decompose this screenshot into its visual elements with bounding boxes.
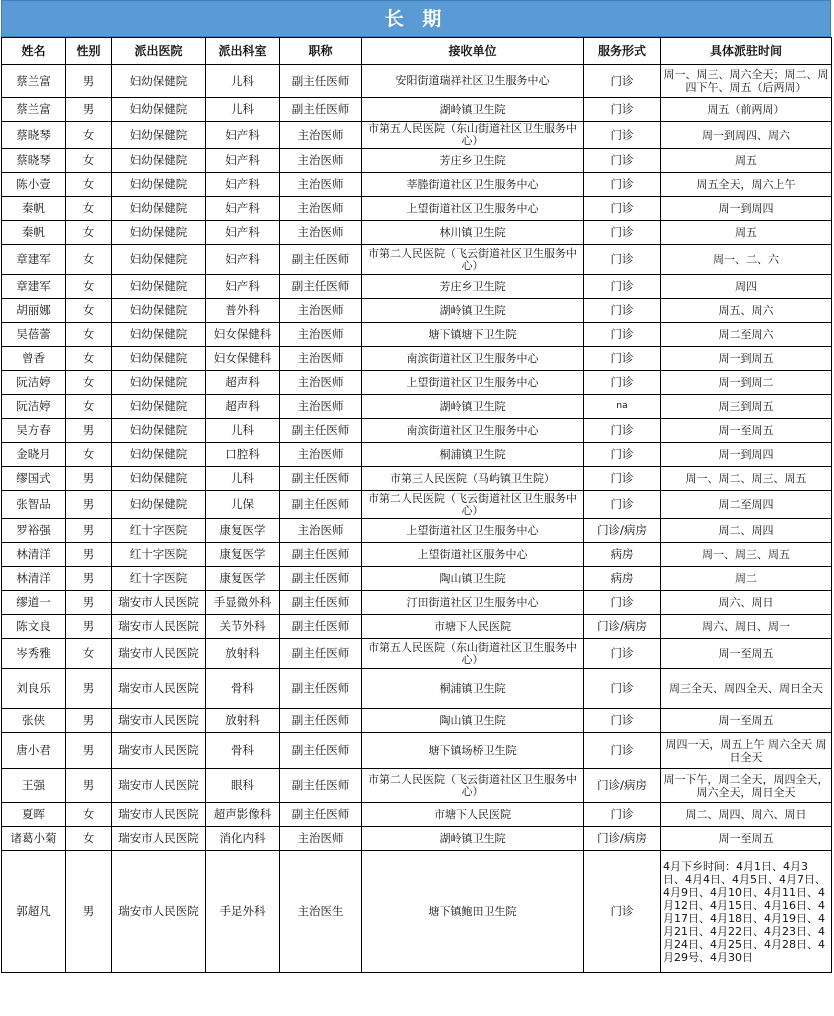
cell-service-form: na xyxy=(584,395,661,419)
table-row xyxy=(2,347,832,371)
cell-department: 儿科 xyxy=(206,467,280,491)
table-row xyxy=(2,519,832,543)
cell-receiving-unit: 市第二人民医院（飞云街道社区卫生服务中心） xyxy=(362,491,584,519)
spreadsheet xyxy=(1,0,831,973)
cell-hospital: 瑞安市人民医院 xyxy=(112,827,206,851)
cell-gender: 女 xyxy=(66,395,112,419)
table-row xyxy=(2,149,832,173)
cell-schedule: 周一到周五 xyxy=(661,347,832,371)
table-row xyxy=(2,827,832,851)
cell-department: 妇女保健科 xyxy=(206,347,280,371)
cell-hospital: 妇幼保健院 xyxy=(112,275,206,299)
table-row xyxy=(2,323,832,347)
cell-title: 副主任医师 xyxy=(280,709,362,733)
cell-title: 主治医师 xyxy=(280,347,362,371)
cell-service-form: 门诊 xyxy=(584,149,661,173)
cell-title: 主治医师 xyxy=(280,323,362,347)
cell-name: 林清洋 xyxy=(2,543,66,567)
cell-name: 章建军 xyxy=(2,275,66,299)
header-title: 职称 xyxy=(280,38,362,65)
cell-department: 康复医学 xyxy=(206,567,280,591)
cell-schedule: 周六、周日 xyxy=(661,591,832,615)
cell-department: 超声科 xyxy=(206,371,280,395)
cell-schedule: 周一、周三、周六全天；周二、周四下午、周五（后两周） xyxy=(661,65,832,98)
cell-schedule: 周三到周五 xyxy=(661,395,832,419)
cell-name: 缪道一 xyxy=(2,591,66,615)
cell-gender: 男 xyxy=(66,769,112,803)
cell-department: 儿科 xyxy=(206,98,280,122)
cell-schedule: 周二至周四 xyxy=(661,491,832,519)
table-row xyxy=(2,98,832,122)
cell-title: 主治医师 xyxy=(280,371,362,395)
cell-receiving-unit: 市第二人民医院（飞云街道社区卫生服务中心） xyxy=(362,769,584,803)
cell-gender: 女 xyxy=(66,371,112,395)
header-name: 姓名 xyxy=(2,38,66,65)
sheet-title: 长 期 xyxy=(1,0,831,37)
cell-title: 副主任医师 xyxy=(280,275,362,299)
cell-gender: 女 xyxy=(66,299,112,323)
cell-receiving-unit: 上望街道社区卫生服务中心 xyxy=(362,371,584,395)
cell-name: 唐小君 xyxy=(2,733,66,769)
table-row xyxy=(2,65,832,98)
cell-title: 主治医师 xyxy=(280,395,362,419)
cell-name: 阮洁婷 xyxy=(2,371,66,395)
table-row xyxy=(2,491,832,519)
cell-service-form: 门诊 xyxy=(584,323,661,347)
cell-gender: 男 xyxy=(66,669,112,709)
table-row xyxy=(2,591,832,615)
cell-title: 副主任医师 xyxy=(280,669,362,709)
assignment-table xyxy=(1,37,832,973)
cell-service-form: 门诊/病房 xyxy=(584,769,661,803)
cell-receiving-unit: 桐浦镇卫生院 xyxy=(362,443,584,467)
cell-name: 吴方春 xyxy=(2,419,66,443)
cell-department: 手足外科 xyxy=(206,851,280,973)
cell-receiving-unit: 湖岭镇卫生院 xyxy=(362,827,584,851)
table-row xyxy=(2,709,832,733)
cell-name: 张智品 xyxy=(2,491,66,519)
cell-title: 主治医师 xyxy=(280,221,362,245)
cell-hospital: 妇幼保健院 xyxy=(112,491,206,519)
cell-gender: 女 xyxy=(66,245,112,275)
cell-department: 妇女保健科 xyxy=(206,323,280,347)
cell-schedule: 周一、二、六 xyxy=(661,245,832,275)
cell-department: 妇产科 xyxy=(206,149,280,173)
cell-schedule: 周二、周四、周六、周日 xyxy=(661,803,832,827)
cell-title: 副主任医师 xyxy=(280,733,362,769)
cell-schedule: 4月下乡时间：4月1日、4月3日、4月4日、4月5日、4月7日、4月9日、4月10日、4月11日、4月12日、4月15日、4月16日、4月17日、4月18日、4月19日、4月21日、4月22日、4月23日、4月24日、4月25日、4月28日、4月29号、4月30日 xyxy=(661,851,832,973)
cell-hospital: 瑞安市人民医院 xyxy=(112,709,206,733)
cell-service-form: 门诊 xyxy=(584,299,661,323)
cell-title: 主治医师 xyxy=(280,519,362,543)
cell-department: 妇产科 xyxy=(206,197,280,221)
cell-title: 副主任医师 xyxy=(280,98,362,122)
cell-schedule: 周一至周五 xyxy=(661,709,832,733)
cell-title: 主治医师 xyxy=(280,173,362,197)
cell-title: 副主任医师 xyxy=(280,639,362,669)
cell-service-form: 门诊 xyxy=(584,709,661,733)
cell-title: 主治医师 xyxy=(280,299,362,323)
table-row xyxy=(2,245,832,275)
cell-service-form: 门诊 xyxy=(584,347,661,371)
cell-hospital: 妇幼保健院 xyxy=(112,299,206,323)
cell-gender: 男 xyxy=(66,519,112,543)
cell-schedule: 周二至周六 xyxy=(661,323,832,347)
cell-name: 王强 xyxy=(2,769,66,803)
cell-hospital: 妇幼保健院 xyxy=(112,245,206,275)
cell-department: 妇产科 xyxy=(206,245,280,275)
cell-gender: 女 xyxy=(66,323,112,347)
table-row xyxy=(2,669,832,709)
cell-receiving-unit: 市塘下人民医院 xyxy=(362,615,584,639)
cell-department: 关节外科 xyxy=(206,615,280,639)
cell-service-form: 门诊 xyxy=(584,443,661,467)
cell-schedule: 周一至周五 xyxy=(661,419,832,443)
cell-hospital: 妇幼保健院 xyxy=(112,149,206,173)
cell-hospital: 妇幼保健院 xyxy=(112,65,206,98)
cell-name: 胡丽娜 xyxy=(2,299,66,323)
cell-schedule: 周三全天、周四全天、周日全天 xyxy=(661,669,832,709)
cell-hospital: 瑞安市人民医院 xyxy=(112,669,206,709)
table-row xyxy=(2,543,832,567)
header-hospital: 派出医院 xyxy=(112,38,206,65)
cell-gender: 男 xyxy=(66,491,112,519)
cell-hospital: 瑞安市人民医院 xyxy=(112,615,206,639)
cell-gender: 女 xyxy=(66,197,112,221)
cell-service-form: 门诊 xyxy=(584,173,661,197)
cell-gender: 男 xyxy=(66,98,112,122)
table-row xyxy=(2,803,832,827)
cell-receiving-unit: 陶山镇卫生院 xyxy=(362,567,584,591)
cell-schedule: 周一下午，周二全天，周四全天，周六全天，周日全天 xyxy=(661,769,832,803)
cell-name: 秦帆 xyxy=(2,197,66,221)
cell-schedule: 周五全天，周六上午 xyxy=(661,173,832,197)
table-row xyxy=(2,733,832,769)
cell-schedule: 周一至周五 xyxy=(661,827,832,851)
table-row xyxy=(2,467,832,491)
cell-name: 吴蓓蕾 xyxy=(2,323,66,347)
cell-name: 张侠 xyxy=(2,709,66,733)
cell-service-form: 门诊 xyxy=(584,733,661,769)
cell-receiving-unit: 湖岭镇卫生院 xyxy=(362,299,584,323)
cell-service-form: 门诊 xyxy=(584,371,661,395)
cell-service-form: 门诊/病房 xyxy=(584,615,661,639)
cell-title: 副主任医师 xyxy=(280,491,362,519)
cell-gender: 女 xyxy=(66,122,112,149)
cell-department: 普外科 xyxy=(206,299,280,323)
cell-title: 副主任医师 xyxy=(280,419,362,443)
cell-department: 康复医学 xyxy=(206,519,280,543)
cell-title: 副主任医师 xyxy=(280,803,362,827)
cell-receiving-unit: 南滨街道社区卫生服务中心 xyxy=(362,419,584,443)
cell-name: 曾香 xyxy=(2,347,66,371)
cell-title: 副主任医师 xyxy=(280,567,362,591)
cell-receiving-unit: 市第二人民医院（飞云街道社区卫生服务中心） xyxy=(362,245,584,275)
table-row xyxy=(2,419,832,443)
header-receiving-unit: 接收单位 xyxy=(362,38,584,65)
cell-hospital: 妇幼保健院 xyxy=(112,98,206,122)
cell-name: 陈文良 xyxy=(2,615,66,639)
cell-receiving-unit: 芳庄乡卫生院 xyxy=(362,149,584,173)
cell-service-form: 门诊 xyxy=(584,221,661,245)
cell-service-form: 门诊 xyxy=(584,245,661,275)
cell-title: 副主任医师 xyxy=(280,245,362,275)
cell-department: 骨科 xyxy=(206,733,280,769)
cell-department: 儿科 xyxy=(206,419,280,443)
table-row xyxy=(2,443,832,467)
cell-schedule: 周四 xyxy=(661,275,832,299)
cell-gender: 男 xyxy=(66,65,112,98)
cell-schedule: 周一至周五 xyxy=(661,639,832,669)
cell-gender: 女 xyxy=(66,275,112,299)
cell-schedule: 周一到周二 xyxy=(661,371,832,395)
cell-name: 陈小壹 xyxy=(2,173,66,197)
table-row xyxy=(2,615,832,639)
cell-schedule: 周二、周四 xyxy=(661,519,832,543)
cell-schedule: 周一到周四、周六 xyxy=(661,122,832,149)
cell-service-form: 门诊 xyxy=(584,98,661,122)
cell-hospital: 红十字医院 xyxy=(112,519,206,543)
cell-receiving-unit: 塘下镇场桥卫生院 xyxy=(362,733,584,769)
cell-receiving-unit: 上望街道社区服务中心 xyxy=(362,543,584,567)
cell-hospital: 瑞安市人民医院 xyxy=(112,733,206,769)
cell-service-form: 门诊 xyxy=(584,275,661,299)
cell-title: 主治医师 xyxy=(280,122,362,149)
cell-department: 康复医学 xyxy=(206,543,280,567)
cell-department: 超声科 xyxy=(206,395,280,419)
header-service-form: 服务形式 xyxy=(584,38,661,65)
cell-department: 超声影像科 xyxy=(206,803,280,827)
cell-gender: 女 xyxy=(66,149,112,173)
cell-department: 眼科 xyxy=(206,769,280,803)
cell-department: 儿科 xyxy=(206,65,280,98)
cell-hospital: 瑞安市人民医院 xyxy=(112,769,206,803)
cell-gender: 男 xyxy=(66,851,112,973)
table-row xyxy=(2,299,832,323)
cell-hospital: 妇幼保健院 xyxy=(112,467,206,491)
cell-gender: 男 xyxy=(66,615,112,639)
cell-receiving-unit: 陶山镇卫生院 xyxy=(362,709,584,733)
cell-department: 放射科 xyxy=(206,709,280,733)
cell-title: 副主任医师 xyxy=(280,467,362,491)
table-row xyxy=(2,173,832,197)
cell-gender: 男 xyxy=(66,467,112,491)
cell-hospital: 妇幼保健院 xyxy=(112,323,206,347)
table-row xyxy=(2,275,832,299)
cell-service-form: 门诊 xyxy=(584,639,661,669)
cell-gender: 女 xyxy=(66,827,112,851)
cell-receiving-unit: 市塘下人民医院 xyxy=(362,803,584,827)
header-department: 派出科室 xyxy=(206,38,280,65)
cell-hospital: 妇幼保健院 xyxy=(112,221,206,245)
cell-department: 骨科 xyxy=(206,669,280,709)
cell-receiving-unit: 市第三人民医院（马屿镇卫生院） xyxy=(362,467,584,491)
cell-title: 主治医师 xyxy=(280,197,362,221)
cell-name: 蔡晓琴 xyxy=(2,149,66,173)
cell-receiving-unit: 湖岭镇卫生院 xyxy=(362,395,584,419)
cell-hospital: 瑞安市人民医院 xyxy=(112,591,206,615)
cell-name: 蔡兰富 xyxy=(2,65,66,98)
table-row xyxy=(2,371,832,395)
table-row xyxy=(2,221,832,245)
cell-schedule: 周五 xyxy=(661,221,832,245)
cell-name: 夏晖 xyxy=(2,803,66,827)
cell-service-form: 门诊 xyxy=(584,65,661,98)
cell-receiving-unit: 南滨街道社区卫生服务中心 xyxy=(362,347,584,371)
cell-title: 主治医师 xyxy=(280,827,362,851)
cell-hospital: 瑞安市人民医院 xyxy=(112,803,206,827)
cell-schedule: 周一、周二、周三、周五 xyxy=(661,467,832,491)
cell-department: 妇产科 xyxy=(206,221,280,245)
cell-department: 儿保 xyxy=(206,491,280,519)
cell-receiving-unit: 上望街道社区卫生服务中心 xyxy=(362,519,584,543)
cell-receiving-unit: 上望街道社区卫生服务中心 xyxy=(362,197,584,221)
cell-title: 副主任医师 xyxy=(280,615,362,639)
cell-receiving-unit: 芳庄乡卫生院 xyxy=(362,275,584,299)
cell-title: 副主任医师 xyxy=(280,591,362,615)
cell-service-form: 门诊 xyxy=(584,591,661,615)
cell-schedule: 周四一天，周五上午 周六全天 周日全天 xyxy=(661,733,832,769)
cell-department: 消化内科 xyxy=(206,827,280,851)
cell-service-form: 门诊 xyxy=(584,803,661,827)
cell-title: 副主任医师 xyxy=(280,65,362,98)
cell-receiving-unit: 林川镇卫生院 xyxy=(362,221,584,245)
cell-gender: 女 xyxy=(66,803,112,827)
header-row xyxy=(2,38,832,65)
cell-name: 岑秀雅 xyxy=(2,639,66,669)
cell-title: 副主任医师 xyxy=(280,543,362,567)
cell-hospital: 妇幼保健院 xyxy=(112,443,206,467)
cell-department: 妇产科 xyxy=(206,275,280,299)
cell-gender: 男 xyxy=(66,419,112,443)
cell-gender: 男 xyxy=(66,591,112,615)
cell-name: 金晓月 xyxy=(2,443,66,467)
table-row xyxy=(2,567,832,591)
cell-receiving-unit: 汀田街道社区卫生服务中心 xyxy=(362,591,584,615)
cell-name: 诸葛小菊 xyxy=(2,827,66,851)
cell-gender: 男 xyxy=(66,733,112,769)
cell-gender: 男 xyxy=(66,567,112,591)
cell-hospital: 瑞安市人民医院 xyxy=(112,639,206,669)
table-row xyxy=(2,639,832,669)
cell-name: 阮洁婷 xyxy=(2,395,66,419)
cell-hospital: 妇幼保健院 xyxy=(112,419,206,443)
cell-hospital: 妇幼保健院 xyxy=(112,122,206,149)
cell-name: 蔡晓琴 xyxy=(2,122,66,149)
cell-name: 章建军 xyxy=(2,245,66,275)
table-row xyxy=(2,769,832,803)
cell-hospital: 妇幼保健院 xyxy=(112,173,206,197)
cell-name: 蔡兰富 xyxy=(2,98,66,122)
header-schedule: 具体派驻时间 xyxy=(661,38,832,65)
cell-receiving-unit: 莘塍街道社区卫生服务中心 xyxy=(362,173,584,197)
cell-receiving-unit: 桐浦镇卫生院 xyxy=(362,669,584,709)
cell-receiving-unit: 塘下镇塘下卫生院 xyxy=(362,323,584,347)
cell-hospital: 红十字医院 xyxy=(112,543,206,567)
cell-hospital: 妇幼保健院 xyxy=(112,371,206,395)
table-body xyxy=(2,65,832,973)
cell-gender: 男 xyxy=(66,709,112,733)
header-gender: 性别 xyxy=(66,38,112,65)
cell-schedule: 周五（前两周） xyxy=(661,98,832,122)
cell-service-form: 病房 xyxy=(584,543,661,567)
cell-department: 放射科 xyxy=(206,639,280,669)
cell-schedule: 周一到周四 xyxy=(661,443,832,467)
cell-name: 秦帆 xyxy=(2,221,66,245)
cell-title: 主治医师 xyxy=(280,443,362,467)
cell-hospital: 红十字医院 xyxy=(112,567,206,591)
cell-receiving-unit: 市第五人民医院（东山街道社区卫生服务中心） xyxy=(362,639,584,669)
cell-schedule: 周一、周三、周五 xyxy=(661,543,832,567)
cell-schedule: 周五 xyxy=(661,149,832,173)
cell-hospital: 妇幼保健院 xyxy=(112,197,206,221)
cell-gender: 男 xyxy=(66,543,112,567)
cell-receiving-unit: 塘下镇鲍田卫生院 xyxy=(362,851,584,973)
cell-receiving-unit: 安阳街道瑞祥社区卫生服务中心 xyxy=(362,65,584,98)
table-row xyxy=(2,197,832,221)
cell-gender: 女 xyxy=(66,639,112,669)
cell-gender: 女 xyxy=(66,347,112,371)
cell-schedule: 周一到周四 xyxy=(661,197,832,221)
cell-department: 口腔科 xyxy=(206,443,280,467)
cell-service-form: 门诊 xyxy=(584,851,661,973)
cell-title: 主治医生 xyxy=(280,851,362,973)
table-row xyxy=(2,851,832,973)
cell-name: 郭超凡 xyxy=(2,851,66,973)
cell-name: 缪国式 xyxy=(2,467,66,491)
table-row xyxy=(2,395,832,419)
cell-hospital: 妇幼保健院 xyxy=(112,347,206,371)
cell-department: 手显微外科 xyxy=(206,591,280,615)
cell-department: 妇产科 xyxy=(206,122,280,149)
cell-title: 主治医师 xyxy=(280,149,362,173)
cell-schedule: 周六、周日、周一 xyxy=(661,615,832,639)
cell-service-form: 门诊 xyxy=(584,669,661,709)
cell-name: 林清洋 xyxy=(2,567,66,591)
cell-department: 妇产科 xyxy=(206,173,280,197)
cell-name: 罗裕强 xyxy=(2,519,66,543)
cell-service-form: 门诊 xyxy=(584,122,661,149)
cell-gender: 女 xyxy=(66,443,112,467)
cell-name: 刘良乐 xyxy=(2,669,66,709)
cell-service-form: 门诊 xyxy=(584,467,661,491)
cell-hospital: 妇幼保健院 xyxy=(112,395,206,419)
cell-service-form: 门诊 xyxy=(584,491,661,519)
cell-schedule: 周五、周六 xyxy=(661,299,832,323)
cell-service-form: 门诊 xyxy=(584,419,661,443)
cell-receiving-unit: 湖岭镇卫生院 xyxy=(362,98,584,122)
cell-service-form: 病房 xyxy=(584,567,661,591)
cell-service-form: 门诊/病房 xyxy=(584,519,661,543)
table-row xyxy=(2,122,832,149)
cell-service-form: 门诊 xyxy=(584,197,661,221)
cell-gender: 女 xyxy=(66,173,112,197)
cell-service-form: 门诊/病房 xyxy=(584,827,661,851)
cell-title: 副主任医师 xyxy=(280,769,362,803)
cell-receiving-unit: 市第五人民医院（东山街道社区卫生服务中心） xyxy=(362,122,584,149)
cell-hospital: 瑞安市人民医院 xyxy=(112,851,206,973)
cell-schedule: 周二 xyxy=(661,567,832,591)
cell-gender: 女 xyxy=(66,221,112,245)
